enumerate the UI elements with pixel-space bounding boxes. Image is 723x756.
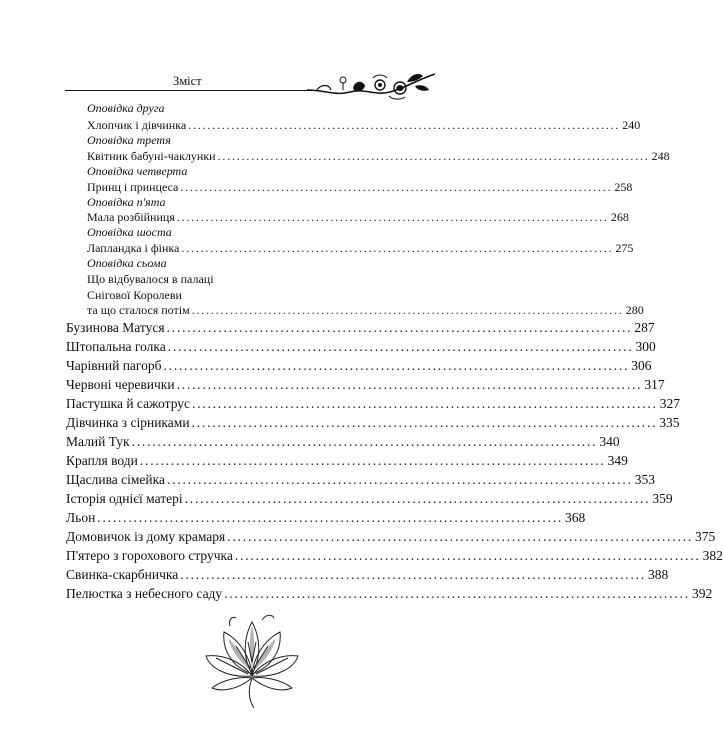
page-number: 382 <box>702 548 723 563</box>
lotus-flower-icon <box>202 612 302 712</box>
page-number: 335 <box>659 415 680 430</box>
leader-dots: .......................................................................................... <box>180 567 646 582</box>
leader-dots: .......................................................................................... <box>191 415 658 430</box>
entry-title: Малий Тук <box>66 434 130 449</box>
page-number: 275 <box>615 241 634 255</box>
leader-dots: .......................................................................................... <box>131 434 598 449</box>
entry-title: П'ятеро з горохового стручка <box>66 548 233 563</box>
story-label: Оповідка шоста <box>87 225 172 239</box>
page-title: Зміст <box>173 74 202 88</box>
toc-entry[interactable] <box>66 586 713 602</box>
page-number: 268 <box>610 210 629 224</box>
leader-dots: .......................................................................................... <box>166 320 633 335</box>
toc-sub-entry[interactable] <box>87 241 634 256</box>
page-number: 353 <box>634 472 655 487</box>
page-number: 258 <box>614 180 633 194</box>
toc-entry[interactable] <box>66 529 716 545</box>
leader-dots: .......................................................................................... <box>166 472 633 487</box>
toc-entry[interactable] <box>66 339 656 355</box>
leader-dots: .......................................................................................... <box>176 377 643 392</box>
entry-title: Бузинова Матуся <box>66 320 165 335</box>
story-label: Оповідка п'ята <box>87 195 166 209</box>
leader-dots: .......................................................................................... <box>184 491 651 506</box>
entry-title: Квітник бабуні-чаклунки <box>87 149 216 163</box>
leader-dots: .......................................................................................... <box>181 241 614 255</box>
entry-title: Крапля води <box>66 453 138 468</box>
toc-sub-entry[interactable] <box>87 210 629 225</box>
entry-title: та що сталося потім <box>87 303 190 317</box>
entry-title: Чарівний пагорб <box>66 358 162 373</box>
toc-entry[interactable] <box>66 453 628 469</box>
leader-dots: .......................................................................................... <box>192 396 658 411</box>
story-label: Оповідка друга <box>87 101 165 115</box>
page-number: 359 <box>652 491 673 506</box>
story-label: Оповідка третя <box>87 133 171 147</box>
page-number: 317 <box>644 377 665 392</box>
toc-entry[interactable] <box>66 415 680 431</box>
leader-dots: .......................................................................................... <box>224 586 690 601</box>
page-number: 306 <box>631 358 652 373</box>
toc-entry[interactable] <box>66 358 652 374</box>
leader-dots: .......................................................................................... <box>234 548 701 563</box>
page-number: 349 <box>607 453 628 468</box>
toc-entry[interactable] <box>66 548 723 564</box>
page-number: 340 <box>599 434 620 449</box>
entry-title: Мала розбійниця <box>87 210 175 224</box>
entry-title: Штопальна голка <box>66 339 166 354</box>
toc-sub-entry[interactable] <box>87 303 644 318</box>
page-number: 375 <box>695 529 716 544</box>
toc-entry[interactable] <box>66 434 620 450</box>
leader-dots: .......................................................................................... <box>180 180 613 194</box>
leader-dots: .......................................................................................... <box>188 118 621 132</box>
toc-entry[interactable] <box>66 567 669 583</box>
page-number: 327 <box>659 396 681 411</box>
page-number: 280 <box>625 303 644 317</box>
entry-title: Дівчинка з сірниками <box>66 415 190 430</box>
entry-title: Хлопчик і дівчинка <box>87 118 187 132</box>
toc-entry[interactable] <box>66 377 665 393</box>
header-rule <box>65 90 315 91</box>
entry-title: Свинка-скарбничка <box>66 567 179 582</box>
leader-dots: .......................................................................................... <box>139 453 606 468</box>
toc-sub-entry[interactable] <box>87 149 670 164</box>
leader-dots: .......................................................................................... <box>176 210 609 224</box>
page-number: 240 <box>622 118 641 132</box>
toc-entry[interactable] <box>66 510 586 526</box>
toc-entry[interactable] <box>66 320 655 336</box>
entry-title: Історія однієї матері <box>66 491 183 506</box>
leader-dots: .......................................................................................... <box>191 303 624 317</box>
leader-dots: .......................................................................................... <box>167 339 634 354</box>
story-label: Оповідка четверта <box>87 164 188 178</box>
leader-dots: .......................................................................................... <box>97 510 564 525</box>
entry-title: Домовичок із дому крамаря <box>66 529 226 544</box>
entry-title: Червоні черевички <box>66 377 175 392</box>
leader-dots: .......................................................................................... <box>227 529 694 544</box>
leader-dots: .......................................................................................... <box>217 149 650 163</box>
page-number: 388 <box>647 567 669 582</box>
page-number: 300 <box>635 339 656 354</box>
entry-title: Лапландка і фінка <box>87 241 180 255</box>
toc-entry[interactable] <box>66 491 673 507</box>
page-header <box>65 70 440 100</box>
toc-entry[interactable] <box>66 396 681 412</box>
story-label: Оповідка сьома <box>87 256 167 270</box>
entry-title-line: Що відбувалося в палаці <box>87 272 214 286</box>
page-number: 368 <box>565 510 586 525</box>
entry-title: Щаслива сімейка <box>66 472 165 487</box>
entry-title: Пелюстка з небесного саду <box>66 586 223 601</box>
entry-title: Принц і принцеса <box>87 180 179 194</box>
entry-title: Льон <box>66 510 96 525</box>
floral-ornament-icon <box>305 70 440 102</box>
entry-title: Пастушка й сажотрус <box>66 396 191 411</box>
leader-dots: .......................................................................................... <box>163 358 630 373</box>
toc-sub-entry[interactable] <box>87 180 633 195</box>
entry-title-line: Снігової Королеви <box>87 288 182 302</box>
page-number: 287 <box>634 320 655 335</box>
toc-entry[interactable] <box>66 472 655 488</box>
toc-sub-entry[interactable] <box>87 118 641 133</box>
page-number: 392 <box>691 586 713 601</box>
page-number: 248 <box>651 149 670 163</box>
